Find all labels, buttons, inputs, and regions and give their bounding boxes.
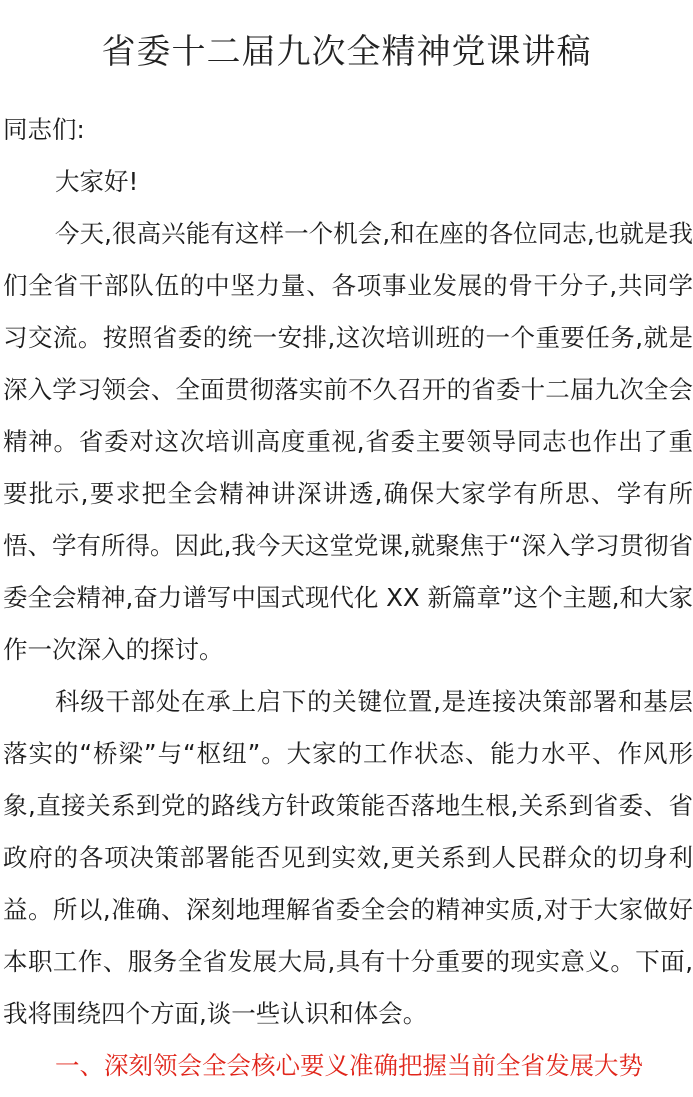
salutation: 同志们:: [3, 115, 85, 144]
greeting: 大家好!: [55, 167, 139, 196]
section-heading: 一、深刻领会全会核心要义准确把握当前全省发展大势: [55, 1051, 643, 1080]
document-body: [3, 104, 693, 1092]
document-title: 省委十二届九次全精神党课讲稿: [101, 32, 592, 72]
paragraph-intro: 今天,很高兴能有这样一个机会,和在座的各位同志,也就是我们全省干部队伍的中坚力量、各项事业发展的骨干分子,共同学习交流。按照省委的统一安排,这次培训班的一个重要任务,就是深入学习领会、全面贯彻落实前不久召开的省委十二届九次全会精神。省委对这次培训高度重视,省委主要领导同志也作出了重要批示,要求把全会精神讲深讲透,确保大家学有所思、学有所悟、学有所得。因此,我今天这堂党课,就聚焦于“深入学习贯彻省委全会精神,奋力谱写中国式现代化 XX 新篇章”这个主题,和大家作一次深入的探讨。: [3, 219, 693, 664]
paragraph-significance: 科级干部处在承上启下的关键位置,是连接决策部署和基层落实的“桥梁”与“枢纽”。大家的工作状态、能力水平、作风形象,直接关系到党的路线方针政策能否落地生根,关系到省委、省政府的各项决策部署能否见到实效,更关系到人民群众的切身利益。所以,准确、深刻地理解省委全会的精神实质,对于大家做好本职工作、服务全省发展大局,具有十分重要的现实意义。下面,我将围绕四个方面,谈一些认识和体会。: [3, 687, 693, 1028]
